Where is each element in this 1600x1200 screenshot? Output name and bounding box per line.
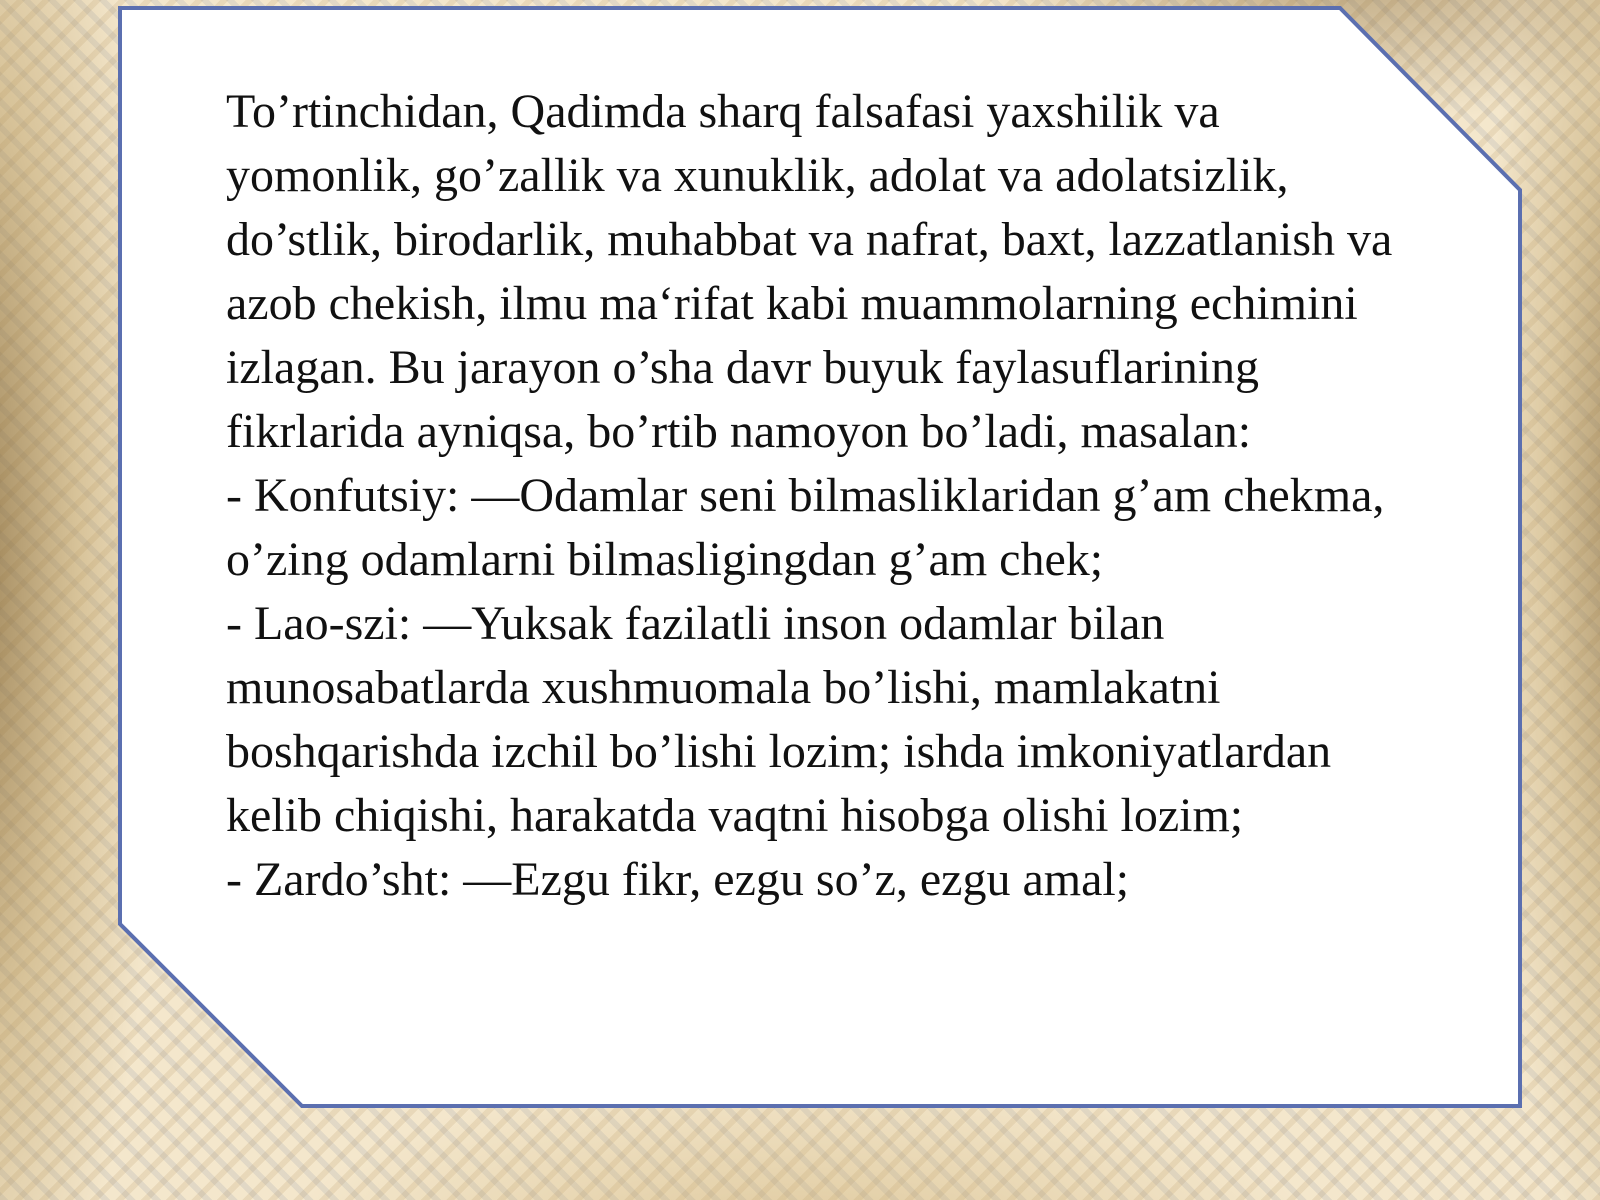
intro-paragraph: To’rtinchidan, Qadimda sharq falsafasi yaxshilik va yomonlik, go’zallik va xunuklik, adolat va adolatsizlik, do’stlik, birodarlik, muhabbat va nafrat, baxt, lazzatlanish va azob chekish, ilmu ma‘rifat kabi muammolarning echimini izlagan. Bu jarayon o’sha davr buyuk faylasuflarining fikrlarida ayniqsa, bo’rtib namoyon bo’ladi, masalan:: [226, 85, 1393, 458]
slide-text-body: [226, 80, 1426, 912]
quote-lao-szi: - Lao-szi: —Yuksak fazilatli inson odamlar bilan munosabatlarda xushmuomala bo’lishi, mamlakatni boshqarishda izchil bo’lishi lozim; ishda imkoniyatlardan kelib chiqishi, harakatda vaqtni hisobga olishi lozim;: [226, 597, 1332, 842]
quote-zardosht: - Zardo’sht: —Ezgu fikr, ezgu so’z, ezgu amal;: [226, 853, 1130, 906]
quote-konfutsiy: - Konfutsiy: —Odamlar seni bilmasliklaridan g’am chekma, o’zing odamlarni bilmasligingdan g’am chek;: [226, 469, 1385, 586]
